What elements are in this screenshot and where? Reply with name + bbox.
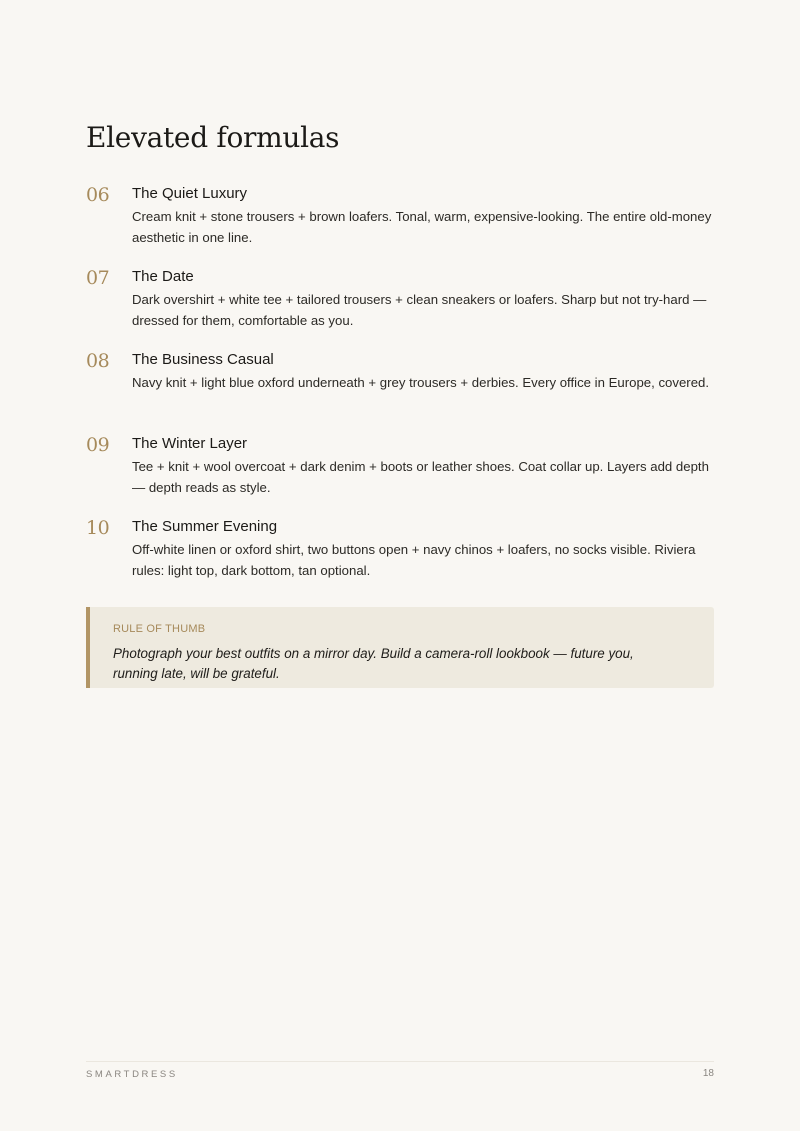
- item-description: Navy knit + light blue oxford underneath + grey trousers + derbies. Every office in Europe, covered.: [132, 375, 710, 390]
- item-name: The Quiet Luxury: [132, 185, 248, 202]
- callout-text: Photograph your best outfits on a mirror day. Build a camera-roll lookbook — future you, running late, will be grateful.: [113, 646, 634, 681]
- item-description: Dark overshirt + white tee + tailored trousers + clean sneakers or loafers. Sharp but not try-hard — dressed for them, comfortable as you.: [132, 292, 707, 328]
- item-name: The Business Casual: [132, 351, 274, 368]
- page-title: Elevated formulas: [86, 121, 340, 154]
- item-name: The Date: [132, 268, 194, 285]
- rule-of-thumb-callout: [86, 607, 714, 688]
- item-number: 10: [86, 517, 110, 539]
- item-description: Tee + knit + wool overcoat + dark denim + boots or leather shoes. Coat collar up. Layers add depth — depth reads as style.: [132, 459, 709, 495]
- footer-brand: SMARTDRESS: [86, 1069, 178, 1080]
- page-number: 18: [702, 1068, 714, 1079]
- item-number: 08: [86, 350, 110, 372]
- callout-label: RULE OF THUMB: [113, 623, 206, 635]
- item-number: 09: [86, 434, 110, 456]
- item-number: 06: [86, 184, 110, 206]
- item-number: 07: [86, 267, 110, 289]
- footer-divider: [86, 1061, 714, 1062]
- item-description: Cream knit + stone trousers + brown loafers. Tonal, warm, expensive-looking. The entire old-money aesthetic in one line.: [132, 209, 712, 245]
- item-name: The Summer Evening: [132, 518, 278, 535]
- item-name: The Winter Layer: [132, 435, 248, 452]
- item-description: Off-white linen or oxford shirt, two buttons open + navy chinos + loafers, no socks visible. Riviera rules: light top, dark bottom, tan optional.: [132, 542, 696, 578]
